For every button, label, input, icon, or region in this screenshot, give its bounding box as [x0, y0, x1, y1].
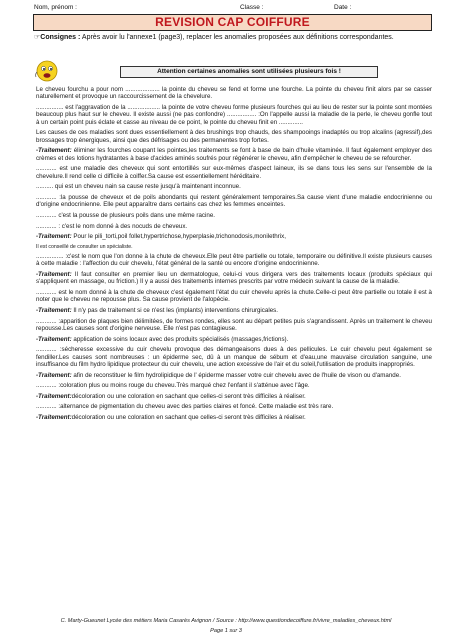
- name-field-label: Nom, prénom :: [34, 4, 77, 11]
- paragraph-text: ............ :sécheresse excessive du cuir chevelu provoque des démangeaisons dues à des pellicules. Le cuir chevelu peut également se fendiller.Les causes sont nombreuses : un épiderme sec, dû à un manque de sébum et d'eau,une mauvaise circulation sanguine, une insuffisance du film hydro lipidique protecteur du cuir chevelu, une action excessive de l'air et du soleil,l'utilisation de produits inappropriés.: [36, 346, 432, 368]
- class-field-label: Classe :: [240, 4, 264, 11]
- definition-paragraph: [36, 289, 432, 304]
- paragraph-text: ............ c'est la pousse de plusieurs poils dans une même racine.: [36, 212, 215, 219]
- treatment-label: -Traitement:: [36, 306, 72, 314]
- definition-paragraph: [36, 223, 432, 230]
- definition-paragraph: [36, 194, 432, 209]
- treatment-paragraph: [36, 372, 432, 379]
- instructions-label: Consignes :: [40, 34, 81, 41]
- definition-paragraph: [36, 86, 432, 101]
- treatment-label: -Traitement:: [36, 335, 72, 343]
- paragraph-text: ............ est le nom donné à la chute de cheveux c'est également l'état du cuir chevelu après la chute.Celle-ci peut être partielle ou totale il est à noter que le cheveu ne repousse plus. Sa cause provient de l'alopécie.: [36, 288, 432, 304]
- treatment-label: -Traitement:: [36, 233, 72, 241]
- definition-paragraph: [36, 165, 432, 180]
- definition-paragraph: [36, 212, 432, 219]
- page-number: Page 1 sur 3: [210, 628, 242, 634]
- instructions: [34, 33, 432, 42]
- paragraph-text: Il est conseillé de consulter un spécialiste.: [36, 243, 133, 250]
- treatment-label: -Traitement:: [36, 371, 72, 379]
- date-field-label: Date :: [334, 4, 352, 11]
- paragraph-text: afin de reconstituer le film hydrolipidique de l' épiderme masser votre cuir chevelu avec de l'huile de vison ou d'amande.: [71, 371, 401, 379]
- paragraph-text: ............ :alternance de pigmentation du cheveu avec des parties claires et foncé. Cette maladie est très rare.: [36, 403, 334, 411]
- definition-paragraph: [36, 129, 432, 144]
- definition-paragraph: [36, 244, 432, 250]
- treatment-paragraph: [36, 307, 432, 314]
- paragraph-text: ................ est l'aggravation de la ................... la pointe de votre cheveu forme plusieurs fourches qui au lieu de rester sur la pointe sont montées beaucoup plus haut sur le cheveu. Il existe aussi (ne pas confondre) ................. :On l'appelle aussi la maladie de la perle, le cheveu gonfle tout à un certain point puis éclate et casse au niveau de ce point, le pointe du cheveu finit en ..............: [36, 104, 432, 126]
- treatment-label: -Traitement:: [36, 392, 72, 400]
- smiley-icon: [35, 59, 59, 83]
- page-title: REVISION CAP COIFFURE: [33, 14, 432, 31]
- treatment-paragraph: [36, 336, 432, 343]
- paragraph-text: .......... qui est un cheveu nain sa cause reste jusqu'à maintenant inconnue.: [36, 183, 241, 191]
- paragraph-text: Pour le pili_torti,poil follet,hypertrichose,hyperplasie,trichonodosis,monilethrix,: [71, 233, 286, 241]
- paragraph-text: décoloration ou une coloration en sachant que celles-ci seront très difficiles à réaliser.: [71, 392, 306, 400]
- pointing-hand-icon: ☞: [34, 34, 41, 41]
- exercise-body: [36, 86, 432, 425]
- definition-paragraph: [36, 382, 432, 389]
- instructions-text: Après avoir lu l'annexe1 (page3), replacer les anomalies proposées aux définitions correspondantes.: [80, 34, 394, 41]
- treatment-paragraph: [36, 414, 432, 421]
- paragraph-text: Il n'y pas de traitement si ce n'est les (implants) interventions chirurgicales.: [71, 306, 278, 314]
- definition-paragraph: [36, 403, 432, 410]
- paragraph-text: ............ :apparition de plaques bien délimitées, de formes rondes, elles sont au départ petites puis s'agrandissent. Après un traitement le cheveu repousse.Les causes sont d'origine nerveuse. Elle n'est pas contagieuse.: [36, 317, 432, 332]
- paragraph-text: ............ :la pousse de cheveux et de poils abondants qui restent généralement temporaires.Sa cause vient d'une maladie endocrinienne ou d'origine endocrinienne. Elle peut apparaître dans certains cas chez les femmes enceintes.: [36, 194, 432, 209]
- paragraph-text: ................ :c'est le nom que l'on donne à la chute de cheveux.Elle peut être partielle ou totale, temporaire ou définitive.Il existe plusieurs causes à cette maladie : l'affection du cuir chevelu, l'état général de la santé ou encore d'origine endocrinienne.: [36, 252, 432, 268]
- treatment-paragraph: [36, 393, 432, 400]
- header-row: [34, 4, 432, 14]
- definition-paragraph: [36, 346, 432, 368]
- attention-notice: Attention certaines anomalies sont utilisées plusieurs fois !: [120, 66, 378, 78]
- treatment-paragraph: [36, 271, 432, 286]
- definition-paragraph: [36, 318, 432, 333]
- paragraph-text: Le cheveu fourchu a pour nom .................... la pointe du cheveu se fend et forme une fourche. La pointe du cheveu finit alors par se casser naturellement et provoque un raccourcissement de la chevelure.: [36, 86, 432, 101]
- definition-paragraph: [36, 183, 432, 190]
- treatment-paragraph: [36, 147, 432, 162]
- definition-paragraph: [36, 253, 432, 268]
- paragraph-text: application de soins locaux avec des produits spécialisés (massages,frictions).: [71, 335, 289, 343]
- treatment-label: -Traitement:: [36, 147, 72, 155]
- treatment-label: -Traitement:: [36, 270, 72, 278]
- paragraph-text: ............ :coloration plus ou moins rouge du cheveu.Très marqué chez l'enfant il s'atténue avec l'âge.: [36, 382, 310, 390]
- paragraph-text: Les causes de ces maladies sont dues essentiellement à des brushings trop chauds, des shampooings inadaptés ou trop alcalins (agressif),des brossages trop énergiques, ainsi que des défrisages ou des permanentes trop fortes.: [36, 129, 432, 144]
- paragraph-text: ............ est une maladie des cheveux qui sont entortillés sur eux-mêmes d'aspect laineux, ils se dans tous les sens sur l'ensemble de la chevelure.Il rend celle ci difficile à coiffer.Sa cause est essentiellement héréditaire.: [36, 165, 432, 180]
- footer-source: C. Marty-Gueunet Lycée des métiers Maria Casarès Avignon / Source : http://www.questiondecoiffure.fr/vivre_maladies_cheveux.html: [60, 618, 392, 624]
- paragraph-text: ............ : c'est le nom donné à des nocuds de cheveux.: [36, 222, 188, 230]
- paragraph-text: décoloration ou une coloration en sachant que celles-ci seront très difficiles à réaliser.: [71, 413, 306, 421]
- definition-paragraph: [36, 104, 432, 126]
- treatment-paragraph: [36, 233, 432, 240]
- treatment-label: -Traitement:: [36, 413, 72, 421]
- paragraph-text: éliminer les fourches coupant les pointes,les traitements se font à base de bain d'huile vitaminée. Il faut également employer des crèmes et des lotions hydratantes à base d'acides aminés soufrés pour régénérer le cheveu, afin d'empêcher le cheveu de se refourcher.: [36, 147, 432, 162]
- paragraph-text: Il faut consulter en premier lieu un dermatologue, celui-ci vous dirigera vers des traitements locaux (produits spéciaux qui s'appliquent en massage, ou friction.) Il y a aussi des traitements internes prescrits par votre médecin suivant la cause de la maladie.: [36, 270, 432, 286]
